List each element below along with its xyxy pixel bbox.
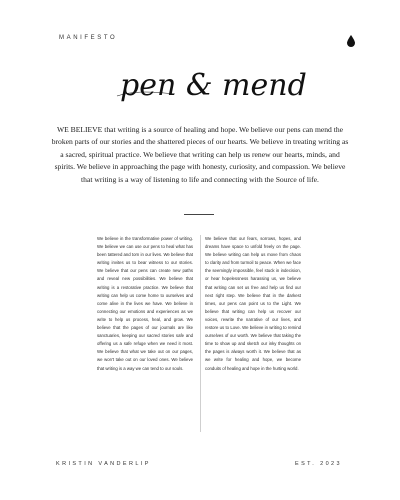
established-year: EST. 2023 [295, 461, 342, 467]
manifesto-label: MANIFESTO [59, 35, 118, 41]
divider [184, 214, 214, 215]
right-column-text: We believe that our fears, sorrows, hopes, and dreams have space to unfold freely on the page. We believe writing can help us move from chaos to clarity and from turmoil to peace. When we face the seemingly impossible, feel stuck in indecision, or hear hopelessness harassing us, we believe that writing can set us free and help us find our next right step. We believe that in the darkest times, our pens can point us to the Light. We believe that writing can help us recover our voices, rewrite the narrative of our lives, and restore us to Love. We believe in writing to remind ourselves of our worth. We believe that taking the time to show up and sketch our inky thoughts on the pages is always worth it. We believe that as we write for healing and hope, we become conduits of healing and hope in the hurting world. [205, 236, 301, 371]
left-column-text: We believe in the transformative power of writing. We believe we can use our pens to heal what has been tattered and torn in our lives. We believe that writing invites us to bear witness to our stories. We believe that our pens can create new paths and reveal new possibilities. We believe that writing is a restorative practice. We believe that writing can help us come home to ourselves and come alive in the lives we have. We believe in connecting our emotions and experiences as we write to help us process, heal, and grow. We believe that the pages of our journals are like sanctuaries, keeping our sacred stories safe and offering us a safe refuge when we need it most. We believe that what we take out on our pages, we won't take out on our loved ones. We believe that writing is a way we can tend to our souls. [97, 236, 193, 371]
title-script: pen & mend [120, 68, 307, 103]
author-name: KRISTIN VANDERLIP [56, 461, 151, 467]
page-title [0, 50, 400, 120]
intro-paragraph: WE BELIEVE that writing is a source of healing and hope. We believe our pens can mend the broken parts of our stories and the shattered pieces of our hearts. We believe in treating writing as a sacred, spiritual practice. We believe that writing can help us renew our hearts, minds, and spirits. We believe in approaching the page with honesty, curiosity, and compassion. We believe that writing is a way of listening to life and connecting with the Source of life. [51, 125, 349, 184]
ink-drop-icon [346, 35, 356, 47]
column-separator [200, 235, 201, 432]
